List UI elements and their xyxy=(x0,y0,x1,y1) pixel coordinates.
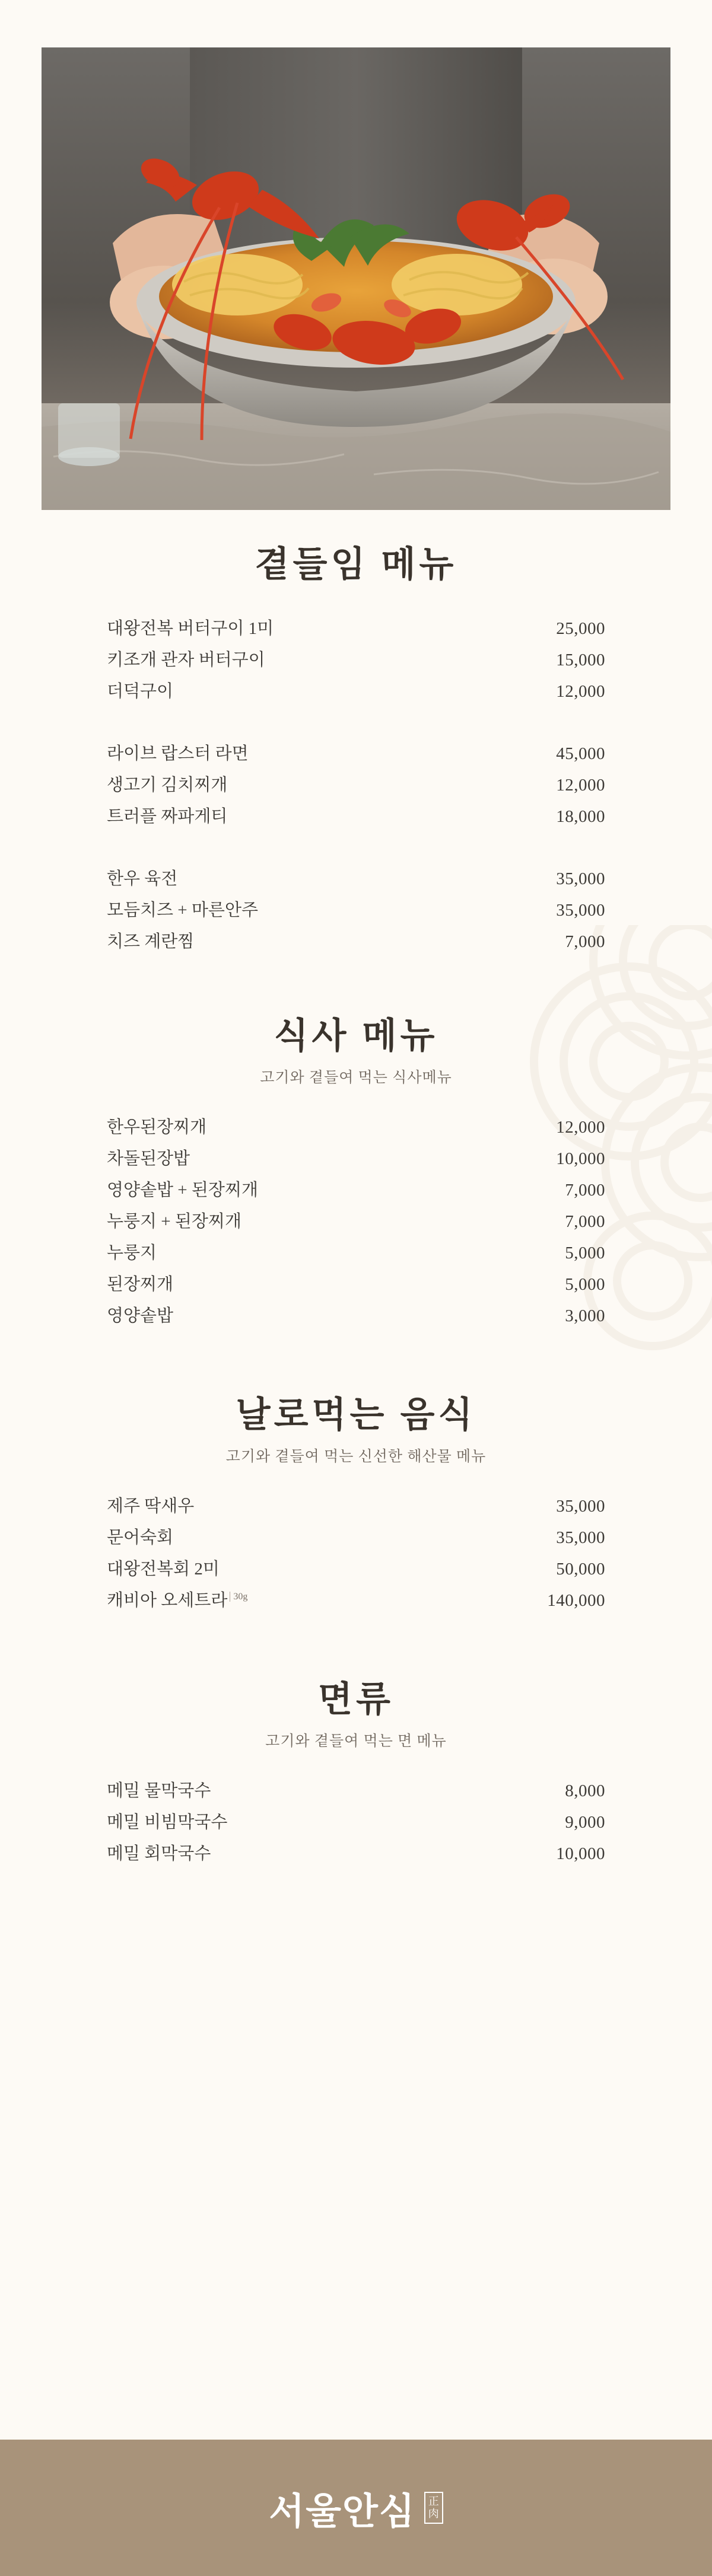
menu-item-row xyxy=(107,1112,605,1143)
menu-item-name: 키조개 관자 버터구이 xyxy=(107,651,265,669)
menu-item-row xyxy=(107,770,605,801)
hero-image xyxy=(42,47,670,510)
footer-brand-bar xyxy=(0,2440,712,2576)
menu-item-note: 30g xyxy=(230,1592,247,1602)
menu-item-price: 10,000 xyxy=(556,1844,605,1863)
menu-item-name: 된장찌개 xyxy=(107,1275,174,1294)
menu-item-name: 메밀 물막국수 xyxy=(107,1781,211,1800)
menu-page xyxy=(0,47,712,1870)
section-header xyxy=(42,1015,670,1087)
section-header xyxy=(42,1678,670,1751)
menu-item-row xyxy=(107,613,605,645)
menu-item-name: 모듬치즈 + 마른안주 xyxy=(107,901,258,920)
section-title: 날로먹는 음식 xyxy=(236,1395,476,1434)
menu-item-price: 35,000 xyxy=(556,901,605,920)
menu-item-name: 트러플 짜파게티 xyxy=(107,807,228,826)
section-subtitle: 고기와 곁들여 먹는 면 메뉴 xyxy=(265,1733,447,1749)
menu-item-name: 영양솥밥 + 된장찌개 xyxy=(107,1181,258,1200)
menu-item-price: 35,000 xyxy=(556,1528,605,1547)
menu-item-price: 10,000 xyxy=(556,1149,605,1168)
menu-item-row xyxy=(107,1300,605,1332)
menu-item-row xyxy=(107,1206,605,1238)
brand-stamp-line2: 肉 xyxy=(428,2508,439,2520)
menu-item-name: 한우된장찌개 xyxy=(107,1118,207,1137)
menu-item-price: 12,000 xyxy=(556,682,605,701)
section-header xyxy=(42,1394,670,1466)
menu-item-row xyxy=(107,801,605,833)
brand-stamp-icon xyxy=(424,2492,443,2523)
section-meal-menu xyxy=(42,1015,670,1332)
section-title: 식사 메뉴 xyxy=(274,1016,438,1056)
brand-logo xyxy=(269,2482,443,2534)
menu-item-name: 더덕구이 xyxy=(107,682,174,701)
menu-item-price: 18,000 xyxy=(556,807,605,826)
menu-item-price: 25,000 xyxy=(556,619,605,638)
menu-item-row xyxy=(107,1491,605,1522)
menu-item-name: 누룽지 xyxy=(107,1244,157,1263)
menu-item-row xyxy=(107,1175,605,1206)
menu-item-price: 7,000 xyxy=(565,1212,605,1231)
section-raw-menu xyxy=(42,1394,670,1617)
menu-item-price: 50,000 xyxy=(556,1560,605,1579)
brand-stamp-line1: 正 xyxy=(428,2495,439,2508)
menu-item-row xyxy=(107,1775,605,1807)
menu-item-row xyxy=(107,1238,605,1269)
section-subtitle: 고기와 곁들여 먹는 신선한 해산물 메뉴 xyxy=(225,1449,487,1465)
menu-item-row xyxy=(107,1585,605,1617)
menu-item-price: 12,000 xyxy=(556,1118,605,1137)
menu-item-row xyxy=(107,1838,605,1870)
menu-item-name: 메밀 비빔막국수 xyxy=(107,1813,228,1832)
menu-item-price: 5,000 xyxy=(565,1244,605,1263)
menu-item-name: 생고기 김치찌개 xyxy=(107,776,228,795)
menu-item-row xyxy=(107,926,605,958)
menu-item-row xyxy=(107,863,605,895)
menu-item-name: 대왕전복회 2미 xyxy=(107,1560,220,1579)
menu-item-name xyxy=(107,1592,247,1609)
menu-item-price: 8,000 xyxy=(565,1781,605,1800)
menu-item-price: 15,000 xyxy=(556,651,605,669)
menu-item-row xyxy=(107,645,605,676)
menu-item-name: 문어숙회 xyxy=(107,1528,174,1547)
menu-item-name: 한우 육전 xyxy=(107,869,178,888)
menu-item-row xyxy=(107,1269,605,1300)
section-title: 곁들임 메뉴 xyxy=(255,545,457,584)
menu-item-price: 45,000 xyxy=(556,744,605,763)
menu-item-price: 5,000 xyxy=(565,1275,605,1294)
menu-item-price: 140,000 xyxy=(547,1591,605,1610)
hero-photo-illustration xyxy=(42,47,670,510)
menu-item-name: 메밀 회막국수 xyxy=(107,1844,211,1863)
menu-item-name: 치즈 계란찜 xyxy=(107,932,195,951)
menu-item-price: 3,000 xyxy=(565,1306,605,1325)
menu-item-price: 12,000 xyxy=(556,776,605,795)
menu-item-name: 대왕전복 버터구이 1미 xyxy=(107,619,274,638)
menu-item-price: 7,000 xyxy=(565,932,605,951)
menu-item-row xyxy=(107,1143,605,1175)
menu-group xyxy=(107,738,605,833)
section-header xyxy=(42,543,670,586)
menu-group xyxy=(107,1491,605,1617)
menu-item-price: 35,000 xyxy=(556,1497,605,1516)
menu-item-name: 제주 딱새우 xyxy=(107,1497,195,1516)
menu-group xyxy=(107,863,605,958)
section-subtitle: 고기와 곁들여 먹는 식사메뉴 xyxy=(260,1070,452,1086)
menu-item-name: 라이브 랍스터 라면 xyxy=(107,744,249,763)
section-noodle-menu xyxy=(42,1678,670,1870)
menu-item-price: 9,000 xyxy=(565,1813,605,1832)
menu-item-name: 영양솥밥 xyxy=(107,1306,174,1325)
menu-item-row xyxy=(107,738,605,770)
section-title: 면류 xyxy=(318,1680,394,1719)
menu-item-name-text: 캐비아 오세트라 xyxy=(107,1591,228,1610)
menu-item-price: 7,000 xyxy=(565,1181,605,1200)
menu-group xyxy=(107,613,605,707)
menu-item-row xyxy=(107,895,605,926)
section-side-menu xyxy=(42,543,670,958)
menu-item-price: 35,000 xyxy=(556,869,605,888)
menu-group xyxy=(107,1775,605,1870)
menu-item-row xyxy=(107,1522,605,1554)
menu-item-row xyxy=(107,676,605,707)
menu-item-name: 누룽지 + 된장찌개 xyxy=(107,1212,241,1231)
menu-item-row xyxy=(107,1807,605,1838)
menu-item-name: 차돌된장밥 xyxy=(107,1149,190,1168)
menu-group xyxy=(107,1112,605,1332)
menu-item-row xyxy=(107,1554,605,1585)
brand-name: 서울안심 xyxy=(269,2491,416,2532)
